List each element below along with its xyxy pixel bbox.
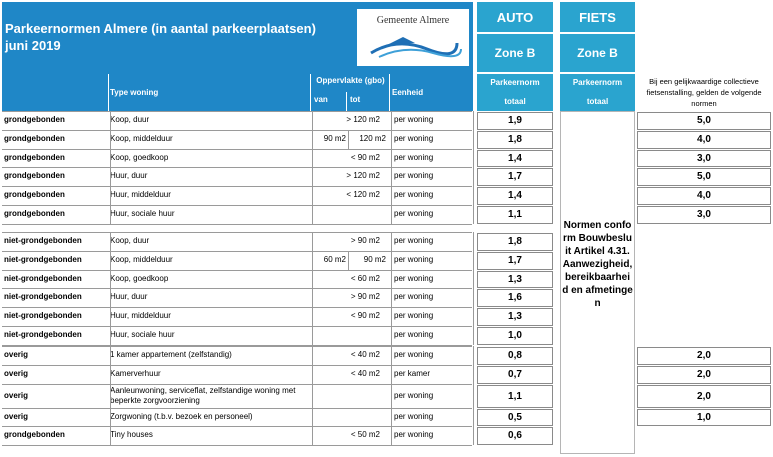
- row-category: grondgebonden: [4, 152, 65, 162]
- col-divider: [391, 149, 392, 168]
- row-unit: per woning: [394, 152, 434, 162]
- logo-text: Gemeente Almere: [376, 15, 450, 26]
- col-divider: [312, 326, 313, 345]
- table-row: [2, 270, 772, 289]
- auto-norm-value: 0,6: [477, 427, 553, 445]
- auto-norm-value: 1,1: [477, 206, 553, 224]
- col-divider: [473, 426, 474, 445]
- hdr-divider: [310, 74, 311, 111]
- row-category: niet-grondgebonden: [4, 311, 82, 321]
- row-unit: per woning: [394, 390, 434, 400]
- row-unit: per woning: [394, 190, 434, 200]
- row-unit: per woning: [394, 430, 434, 440]
- col-divider: [312, 111, 313, 130]
- row-area: < 60 m2: [350, 273, 380, 283]
- col-divider: [473, 186, 474, 205]
- row-unit: per woning: [394, 171, 434, 181]
- table-row: [2, 232, 772, 251]
- auto-norm-value: 1,3: [477, 308, 553, 326]
- table-row: [2, 426, 772, 445]
- col-divider: [110, 205, 111, 224]
- col-divider: [110, 426, 111, 445]
- auto-norm-value: 1,9: [477, 112, 553, 130]
- collective-norm-value: 2,0: [637, 366, 771, 384]
- col-divider: [312, 346, 313, 365]
- collective-norm-value: 2,0: [637, 385, 771, 408]
- fiets-total-label: totaal: [586, 97, 609, 106]
- col-divider: [391, 270, 392, 289]
- collective-norm-value: 1,0: [637, 409, 771, 427]
- col-divider: [110, 149, 111, 168]
- row-category: grondgebonden: [4, 209, 65, 218]
- row-category: grondgebonden: [4, 133, 65, 143]
- row-unit: per woning: [394, 236, 434, 245]
- row-type: Huur, middelduur: [110, 311, 171, 321]
- col-divider: [110, 251, 111, 270]
- collective-norm-value: 5,0: [637, 168, 771, 186]
- row-type: Huur, sociale huur: [110, 330, 175, 339]
- row-type: Koop, goedkoop: [110, 273, 169, 283]
- col-divider: [110, 288, 111, 307]
- header-area: Oppervlakte (gbo): [316, 76, 385, 85]
- col-divider: [348, 251, 349, 270]
- col-divider: [391, 167, 392, 186]
- col-divider: [110, 111, 111, 130]
- row-unit: per woning: [394, 411, 434, 421]
- title-line-2: juni 2019: [5, 38, 61, 53]
- row-area: > 90 m2: [350, 292, 380, 302]
- auto-norm-value: 1,3: [477, 271, 553, 289]
- row-category: grondgebonden: [4, 171, 65, 181]
- row-type: Koop, duur: [110, 115, 150, 124]
- auto-norm-value: 1,6: [477, 289, 553, 307]
- row-type: Huur, duur: [110, 292, 148, 302]
- col-divider: [110, 307, 111, 326]
- col-divider: [312, 365, 313, 384]
- row-area: < 40 m2: [350, 350, 380, 359]
- fiets-zone: Zone B: [560, 34, 635, 72]
- title-line-1: Parkeernormen Almere (in aantal parkeerplaatsen): [5, 21, 316, 36]
- col-divider: [473, 365, 474, 384]
- row-divider: [2, 445, 472, 446]
- row-type: Huur, middelduur: [110, 190, 171, 200]
- col-divider: [312, 384, 313, 408]
- collective-norm-value: 4,0: [637, 131, 771, 149]
- row-category: niet-grondgebonden: [4, 254, 82, 264]
- row-category: grondgebonden: [4, 430, 65, 440]
- auto-norm-value: 0,5: [477, 409, 553, 427]
- col-divider: [473, 149, 474, 168]
- col-divider: [473, 167, 474, 186]
- row-divider: [2, 224, 472, 225]
- col-divider: [312, 426, 313, 445]
- auto-norm-label: Parkeernorm: [490, 78, 540, 87]
- col-divider: [473, 346, 474, 365]
- row-category: overig: [4, 368, 29, 378]
- col-divider: [312, 130, 313, 149]
- row-unit: per woning: [394, 273, 434, 283]
- logo-wave-icon: [357, 31, 469, 61]
- auto-norm-value: 1,4: [477, 150, 553, 168]
- header-van: van: [314, 95, 328, 104]
- row-unit: per woning: [394, 115, 434, 124]
- col-divider: [312, 251, 313, 270]
- col-divider: [391, 288, 392, 307]
- col-divider: [473, 408, 474, 427]
- col-divider: [110, 232, 111, 251]
- row-category: niet-grondgebonden: [4, 273, 82, 283]
- auto-norm-header: [477, 74, 553, 111]
- collective-norm-value: 3,0: [637, 206, 771, 224]
- auto-norm-value: 1,0: [477, 327, 553, 345]
- col-divider: [473, 232, 474, 251]
- hdr-divider: [346, 92, 347, 111]
- row-category: grondgebonden: [4, 190, 65, 200]
- auto-zone: Zone B: [477, 34, 553, 72]
- row-category: overig: [4, 411, 29, 421]
- row-type: Koop, goedkoop: [110, 152, 169, 162]
- collective-norm-value: 5,0: [637, 112, 771, 130]
- row-category: niet-grondgebonden: [4, 236, 82, 245]
- row-unit: per woning: [394, 350, 434, 359]
- header-eenheid: Eenheid: [392, 88, 424, 97]
- row-type: Huur, sociale huur: [110, 209, 175, 218]
- table-row: [2, 288, 772, 307]
- col-divider: [391, 326, 392, 345]
- col-divider: [391, 251, 392, 270]
- auto-header: AUTO: [477, 2, 553, 32]
- row-category: overig: [4, 350, 29, 359]
- col-divider: [312, 205, 313, 224]
- row-type: 1 kamer appartement (zelfstandig): [110, 350, 232, 359]
- col-divider: [110, 408, 111, 427]
- row-area: < 40 m2: [350, 368, 380, 378]
- col-divider: [312, 167, 313, 186]
- logo-box: [357, 9, 469, 66]
- row-unit: per woning: [394, 292, 434, 302]
- hdr-divider: [108, 74, 109, 111]
- row-type: Koop, middelduur: [110, 133, 173, 143]
- col-divider: [473, 111, 474, 130]
- row-area-van: 60 m2: [323, 254, 346, 264]
- row-area: > 120 m2: [346, 171, 380, 181]
- col-divider: [391, 232, 392, 251]
- row-unit: per woning: [394, 254, 434, 264]
- col-divider: [110, 270, 111, 289]
- row-unit: per woning: [394, 209, 434, 218]
- col-divider: [391, 186, 392, 205]
- row-unit: per woning: [394, 330, 434, 339]
- row-area: > 90 m2: [350, 236, 380, 245]
- row-category: grondgebonden: [4, 115, 65, 124]
- col-divider: [110, 346, 111, 365]
- row-type: Koop, duur: [110, 236, 150, 245]
- col-divider: [312, 408, 313, 427]
- auto-norm-value: 0,7: [477, 366, 553, 384]
- auto-norm-value: 1,1: [477, 385, 553, 408]
- col-divider: [110, 186, 111, 205]
- row-unit: per woning: [394, 133, 434, 143]
- table-row: [2, 307, 772, 326]
- row-area: > 120 m2: [346, 115, 380, 124]
- col-divider: [110, 130, 111, 149]
- row-category: niet-grondgebonden: [4, 330, 82, 339]
- row-area: < 50 m2: [350, 430, 380, 440]
- auto-norm-value: 1,8: [477, 131, 553, 149]
- col-divider: [110, 384, 111, 408]
- header-type: Type woning: [110, 88, 159, 97]
- col-divider: [391, 307, 392, 326]
- col-divider: [391, 408, 392, 427]
- auto-norm-value: 1,8: [477, 233, 553, 251]
- row-area-tot: 90 m2: [363, 254, 386, 264]
- col-divider: [391, 205, 392, 224]
- row-area: < 90 m2: [350, 311, 380, 321]
- col-divider: [391, 111, 392, 130]
- col-divider: [391, 384, 392, 408]
- table-row: [2, 326, 772, 345]
- fiets-note: Normen conform Bouwbesluit Artikel 4.31. Aanwezigheid, bereikbaarheid en afmetingen: [562, 220, 633, 309]
- row-type: Zorgwoning (t.b.v. bezoek en personeel): [110, 411, 253, 421]
- row-area: < 90 m2: [350, 152, 380, 162]
- col-divider: [391, 130, 392, 149]
- row-unit: per kamer: [394, 368, 431, 378]
- col-divider: [473, 130, 474, 149]
- row-area-tot: 120 m2: [359, 133, 386, 143]
- row-type: Tiny houses: [110, 430, 153, 440]
- header-tot: tot: [350, 95, 361, 104]
- col-divider: [473, 205, 474, 224]
- col-divider: [391, 365, 392, 384]
- row-type: Huur, duur: [110, 171, 148, 181]
- row-category: niet-grondgebonden: [4, 292, 82, 302]
- auto-norm-value: 1,4: [477, 187, 553, 205]
- row-type: Aanleunwoning, serviceflat, zelfstandige woning met beperkte zorgvoorziening: [110, 385, 296, 405]
- col-divider: [110, 326, 111, 345]
- row-category: overig: [4, 390, 29, 400]
- fiets-norm-header: [560, 74, 635, 111]
- row-type: Koop, middelduur: [110, 254, 173, 264]
- col-divider: [312, 270, 313, 289]
- row-unit: per woning: [394, 311, 434, 321]
- page-title: [5, 20, 355, 54]
- col-divider: [312, 307, 313, 326]
- col-divider: [312, 149, 313, 168]
- row-area: < 120 m2: [346, 190, 380, 200]
- row-type: Kamerverhuur: [110, 368, 161, 378]
- auto-norm-value: 1,7: [477, 252, 553, 270]
- auto-norm-value: 0,8: [477, 347, 553, 365]
- col-divider: [473, 251, 474, 270]
- collective-header: Bij een gelijkwaardige collectieve fietsenstalling, gelden de volgende normen: [646, 77, 762, 108]
- table-row: [2, 251, 772, 270]
- col-divider: [473, 270, 474, 289]
- col-divider: [110, 167, 111, 186]
- col-divider: [473, 326, 474, 345]
- col-divider: [473, 288, 474, 307]
- fiets-norm-label: Parkeernorm: [572, 78, 623, 87]
- col-divider: [110, 365, 111, 384]
- col-divider: [348, 130, 349, 149]
- collective-norm-value: 4,0: [637, 187, 771, 205]
- auto-norm-value: 1,7: [477, 168, 553, 186]
- collective-norm-value: 3,0: [637, 150, 771, 168]
- fiets-header: FIETS: [560, 2, 635, 32]
- col-divider: [312, 288, 313, 307]
- col-divider: [391, 426, 392, 445]
- col-divider: [473, 384, 474, 408]
- col-divider: [391, 346, 392, 365]
- auto-total-label: totaal: [504, 97, 526, 106]
- col-divider: [312, 186, 313, 205]
- col-divider: [473, 307, 474, 326]
- col-divider: [312, 232, 313, 251]
- hdr-divider: [389, 74, 390, 111]
- row-area-van: 90 m2: [323, 133, 346, 143]
- collective-norm-value: 2,0: [637, 347, 771, 365]
